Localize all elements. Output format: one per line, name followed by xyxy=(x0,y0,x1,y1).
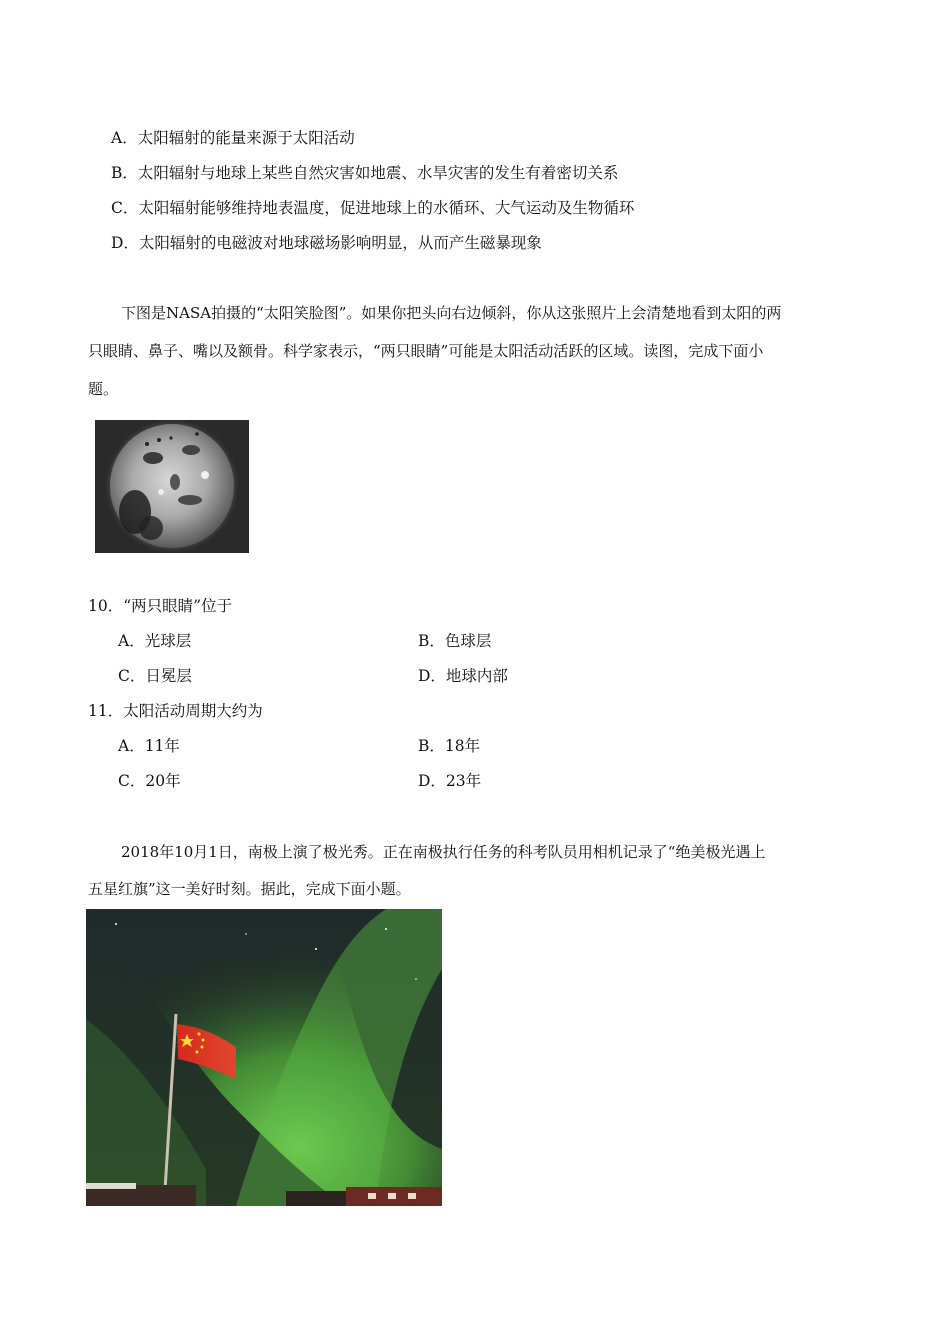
option-d-q9: D．太阳辐射的电磁波对地球磁场影响明显，从而产生磁暴现象 xyxy=(111,234,542,252)
passage-2-line-2: 五星红旗”这一美好时刻。据此，完成下面小题。 xyxy=(88,880,411,898)
question-10-option-d: D．地球内部 xyxy=(418,667,508,685)
sun-smiley-figure xyxy=(95,420,249,553)
aurora-flag-photo xyxy=(86,909,442,1206)
question-10-option-c: C．日冕层 xyxy=(118,667,192,685)
question-11-stem: 11．太阳活动周期大约为 xyxy=(88,702,263,720)
question-10-stem: 10．“两只眼睛”位于 xyxy=(88,597,233,615)
question-10-option-a: A．光球层 xyxy=(118,632,192,650)
passage-1-line-2: 只眼睛、鼻子、嘴以及额骨。科学家表示，“两只眼睛”可能是太阳活动活跃的区域。读图，完成下面小 xyxy=(88,342,764,360)
passage-1-line-3: 题。 xyxy=(88,380,119,398)
question-11-option-d: D．23年 xyxy=(418,772,482,790)
option-a-q9: A．太阳辐射的能量来源于太阳活动 xyxy=(111,129,355,147)
question-11-option-a: A．11年 xyxy=(118,737,180,755)
option-b-q9: B．太阳辐射与地球上某些自然灾害如地震、水旱灾害的发生有着密切关系 xyxy=(111,164,619,182)
sun-smiley-image xyxy=(95,420,249,553)
question-11-option-b: B．18年 xyxy=(418,737,481,755)
question-11-option-c: C．20年 xyxy=(118,772,181,790)
question-10-option-b: B．色球层 xyxy=(418,632,492,650)
aurora-image xyxy=(86,909,442,1206)
passage-2-line-1: 2018年10月1日，南极上演了极光秀。正在南极执行任务的科考队员用相机记录了“绝美极光遇上 xyxy=(121,843,766,861)
passage-1-line-1: 下图是NASA拍摄的“太阳笑脸图”。如果你把头向右边倾斜，你从这张照片上会清楚地看到太阳的两 xyxy=(121,304,782,322)
option-c-q9: C．太阳辐射能够维持地表温度，促进地球上的水循环、大气运动及生物循环 xyxy=(111,199,635,217)
